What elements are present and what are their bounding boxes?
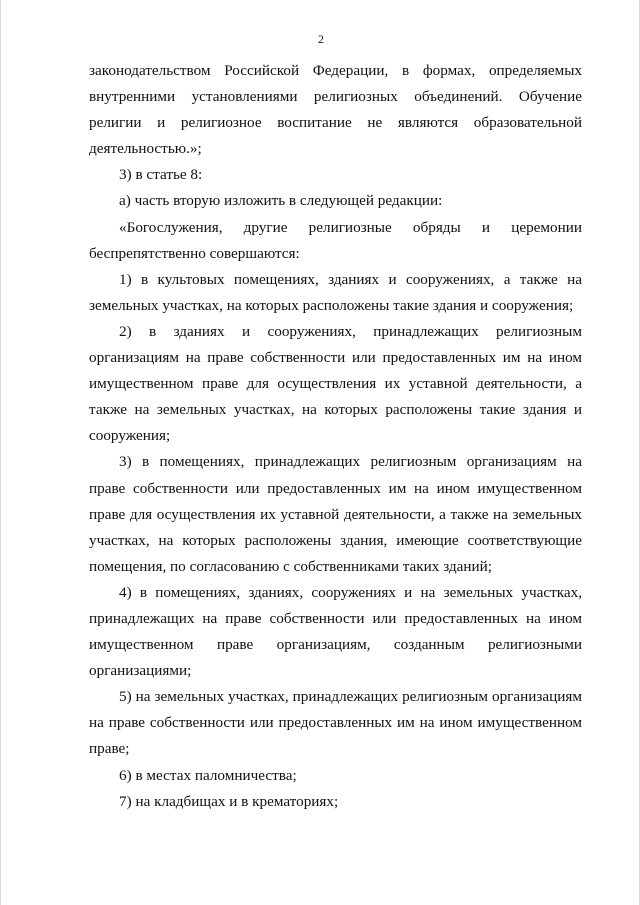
paragraph-item-1: 1) в культовых помещениях, зданиях и сооружениях, а также на земельных участках, на которых расположены такие здания и сооружения;	[89, 270, 582, 314]
paragraph-article-8: 3) в статье 8:	[119, 166, 203, 184]
paragraph-item-7: 7) на кладбищах и в крематориях;	[119, 792, 339, 810]
paragraph-part-a: а) часть вторую изложить в следующей редакции:	[119, 192, 443, 210]
paragraph-item-2: 2) в зданиях и сооружениях, принадлежащих религиозным организациям на праве собственности или предоставленных им на ином имущественном праве для осуществления их уставной деятельности, а также на земельных участках, на которых расположены такие здания и сооружения;	[89, 322, 582, 445]
paragraph-services-intro: «Богослужения, другие религиозные обряды и церемонии беспрепятственно совершаются:	[89, 218, 582, 262]
paragraph-continuation: законодательством Российской Федерации, в формах, определяемых внутренними установлениями религиозных объединений. Обучение религии и религиозное воспитание не являются образовательной деятельностью.»;	[89, 62, 582, 158]
paragraph-item-3: 3) в помещениях, принадлежащих религиозным организациям на праве собственности или предоставленных им на ином имущественном праве для осуществления их уставной деятельности, а также на земельных участках, на которых расположены здания, имеющие соответствующие помещения, по согласованию с собственниками таких зданий;	[89, 453, 582, 575]
page-number: 2	[318, 32, 324, 46]
paragraph-item-4: 4) в помещениях, зданиях, сооружениях и на земельных участках, принадлежащих на праве собственности или предоставленных на ином имущественном праве организациям, созданным религиозными организациями;	[89, 583, 582, 680]
paragraph-item-6: 6) в местах паломничества;	[119, 766, 297, 784]
document-body	[89, 58, 582, 815]
paragraph-item-5: 5) на земельных участках, принадлежащих религиозным организациям на праве собственности или предоставленных им на ином имущественном праве;	[89, 688, 582, 758]
